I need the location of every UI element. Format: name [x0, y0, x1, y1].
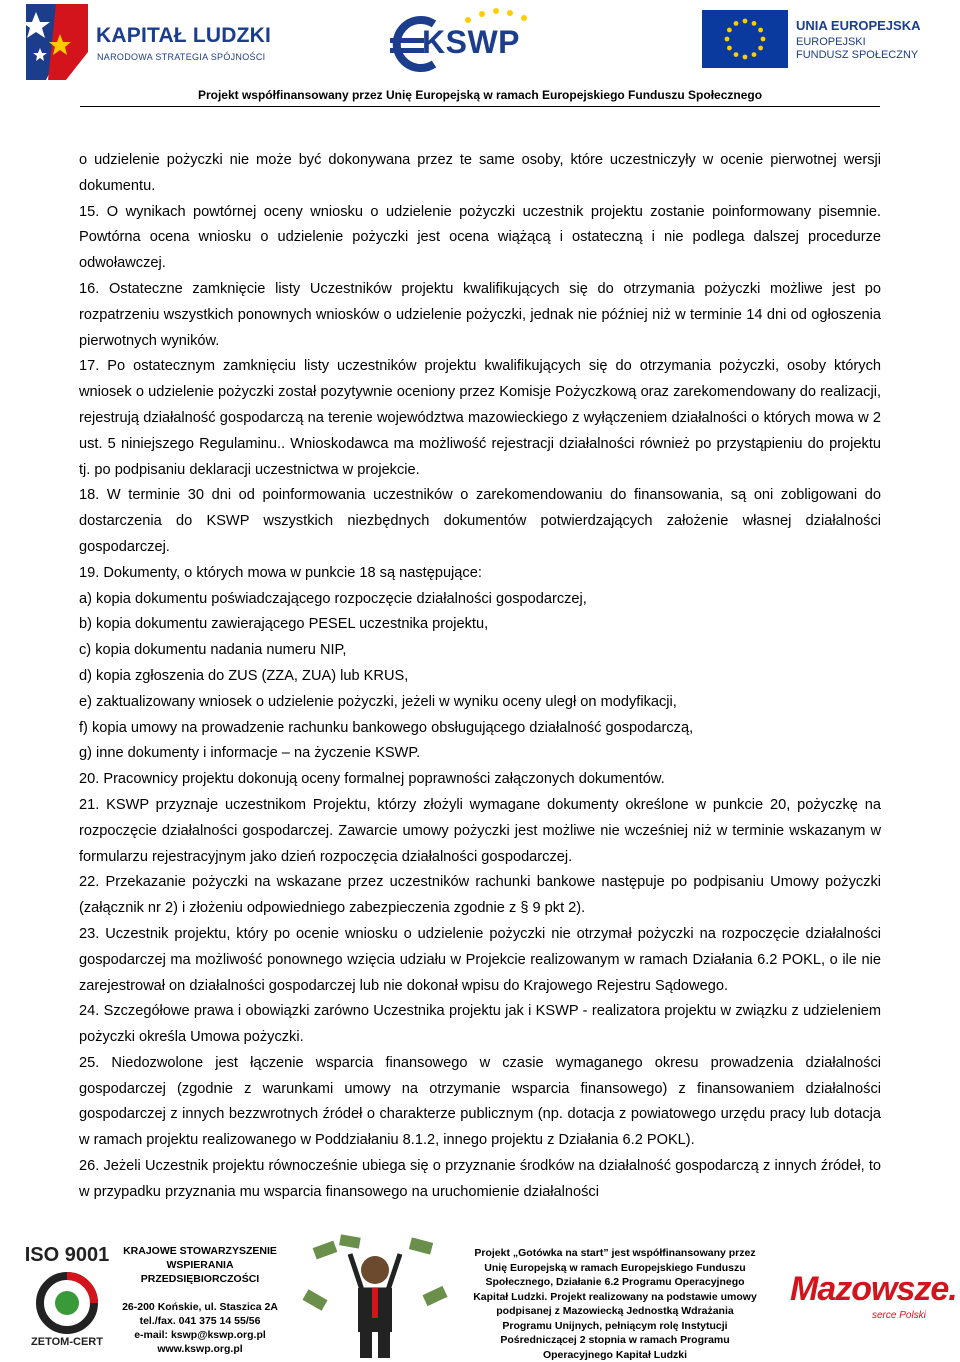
- eu-flag-icon: [702, 10, 788, 68]
- list-item: e) zaktualizowany wniosek o udzielenie pożyczki, jeżeli w wyniku oceny uległ on modyfikacji,: [79, 693, 677, 710]
- project-line: Projekt „Gotówka na start” jest współfinansowany przez: [474, 1247, 756, 1259]
- project-description: [470, 1246, 760, 1362]
- kapital-ludzki-logo: [26, 4, 276, 82]
- list-item: g) inne dokumenty i informacje – na życzenie KSWP.: [79, 745, 421, 762]
- paragraph: 19. Dokumenty, o których mowa w punkcie 18 są następujące:: [79, 564, 482, 581]
- org-phone: tel./fax. 041 375 14 55/56: [139, 1315, 261, 1327]
- paragraph: 25. Niedozwolone jest łączenie wsparcia finansowego w czasie wymaganego okresu prowadzenia działalności gospodarczej (zgodnie z warunkami umowy na otrzymanie wsparcia finansowego) z finansowaniem działalności gospodarczej z innych bezzwrotnych źródeł o charakterze publicznym (np. dotacja z powiatowego urzędu pracy lub dotacja w ramach projektu realizowanego w Poddziałaniu 8.1.2, innego projektu z Działania 6.2 POKL).: [79, 1054, 881, 1149]
- paragraph: 20. Pracownicy projektu dokonują oceny formalnej poprawności załączonych dokumentów.: [79, 771, 665, 788]
- paragraph: 24. Szczegółowe prawa i obowiązki zarówno Uczestnika projektu jak i KSWP - realizatora projektu w związku z udzieleniem pożyczki określa Umowa pożyczki.: [79, 1003, 881, 1046]
- paragraph: 18. W terminie 30 dni od poinformowania uczestników o zarekomendowaniu do finansowania, są oni zobligowani do dostarczenia do KSWP wszystkich niezbędnych dokumentów potwierdzających założenie własnej działalności gospodarczej.: [79, 487, 881, 555]
- kapital-ludzki-subtitle: NARODOWA STRATEGIA SPÓJNOŚCI: [97, 52, 266, 62]
- paragraph: 26. Jeżeli Uczestnik projektu równocześnie ubiega się o przyznanie środków na działalność gospodarczą z innych źródeł, to w przypadku przyznania mu wsparcia finansowego na uruchomienie działalności: [79, 1158, 881, 1200]
- eu-subtitle: [796, 36, 918, 62]
- list-item: f) kopia umowy na prowadzenie rachunku bankowego obsługującego działalność gospodarczą,: [79, 719, 694, 736]
- list-item: d) kopia zgłoszenia do ZUS (ZZA, ZUA) lub KRUS,: [79, 667, 409, 684]
- project-line: Unię Europejską w ramach Europejskiego Funduszu: [484, 1261, 746, 1274]
- spacer: [120, 1286, 280, 1300]
- project-line: Programu Unijnych, pełniącym rolę Instytucji: [502, 1319, 728, 1332]
- kswp-logo: [388, 6, 548, 82]
- paragraph: 17. Po ostatecznym zamknięciu listy uczestników projektu kwalifikujących się do otrzymania pożyczki, osoby których wniosek o udzielenie pożyczki został pozytywnie oceniony przez Komisje Pożyczkową oraz zarekomendowany do realizacji, rejestrują działalność gospodarczą na terenie województwa mazowieckiego z wyłączeniem działalności o których mowa w 2 ust. 5 niniejszego Regulaminu.. Wnioskodawca ma możliwość rejestracji działalności również po przystąpieniu do projektu tj. po podpisaniu deklaracji uczestnictwa w projekcie.: [79, 358, 881, 478]
- iso-subtitle: ZETOM-CERT: [31, 1336, 103, 1348]
- page-footer: [0, 1230, 960, 1362]
- kswp-logo-text: KSWP: [422, 24, 520, 60]
- org-name-line: KRAJOWE STOWARZYSZENIE: [123, 1245, 277, 1257]
- kapital-ludzki-flag-icon: [26, 4, 88, 80]
- list-item: b) kopia dokumentu zawierającego PESEL uczestnika projektu,: [79, 616, 489, 633]
- paragraph: 22. Przekazanie pożyczki na wskazane przez uczestników rachunki bankowe następuje po podpisaniu Umowy pożyczki (załącznik nr 2) i złożeniu odpowiedniego zabezpieczenia zgodnie z § 9 pkt 2).: [79, 874, 881, 917]
- project-line: Społecznego, Działanie 6.2 Programu Operacyjnego: [485, 1276, 745, 1288]
- project-line: podpisanej z Mazowiecką Jednostką Wdrażania: [496, 1305, 734, 1317]
- org-name-line: PRZEDSIĘBIORCZOŚCI: [140, 1273, 260, 1285]
- eu-sub-line-1: EUROPEJSKI: [796, 36, 866, 48]
- header-divider: [80, 106, 880, 107]
- project-line: Operacyjnego Kapitał Ludzki: [542, 1348, 688, 1361]
- list-item: a) kopia dokumentu poświadczającego rozpoczęcie działalności gospodarczej,: [79, 590, 587, 607]
- page-header: [0, 0, 960, 108]
- document-body: [79, 148, 881, 1206]
- mazowsze-logo-text: Mazowsze.: [790, 1270, 957, 1308]
- kapital-ludzki-title: KAPITAŁ LUDZKI: [96, 24, 272, 47]
- paragraph: 23. Uczestnik projektu, który po ocenie wniosku o udzielenie pożyczki nie otrzymał pożyczki na rozpoczęcie działalności gospodarczej ma możliwość ponownego wzięcia udziału w Projekcie realizowanym w ramach Działania 6.2 POKL, o ile nie zarejestrował on działalności gospodarczej lub nie dokonał wpisu do Krajowego Rejestru Sądowego.: [79, 925, 881, 994]
- eu-sub-line-2: FUNDUSZ SPOŁECZNY: [796, 49, 919, 61]
- iso-title: ISO 9001: [24, 1244, 110, 1266]
- project-line: Pośredniczącej 2 stopnia w ramach Programu: [500, 1334, 730, 1346]
- money-man-illustration-icon: [300, 1234, 450, 1360]
- org-address: 26-200 Końskie, ul. Staszica 2A: [122, 1301, 278, 1313]
- iso-certificate-logo: [22, 1244, 112, 1362]
- paragraph: 16. Ostateczne zamknięcie listy Uczestników projektu kwalifikujących się do otrzymania pożyczki możliwe jest po rozpatrzeniu wszystkich ponownych wniosków o udzielenie pożyczki, jednak nie później niż w terminie 14 dni od ogłoszenia pierwotnych wyników.: [79, 280, 881, 349]
- paragraph: 21. KSWP przyznaje uczestnikom Projektu, którzy złożyli wymagane dokumenty określone w punkcie 20, pożyczkę na rozpoczęcie działalności gospodarczej. Zawarcie umowy pożyczki jest możliwe nie wcześniej niż w terminie wskazanym w formularzu rejestracyjnym jako dzień rozpoczęcia działalności gospodarczej.: [79, 796, 881, 865]
- paragraph: 15. O wynikach powtórnej oceny wniosku o udzielenie pożyczki uczestnik projektu zostanie poinformowany pisemnie. Powtórna ocena wniosku o udzielenie pożyczki jest ocena wiążącą i ostateczną i nie podlega dalszej procedurze odwoławczej.: [79, 203, 881, 272]
- paragraph: o udzielenie pożyczki nie może być dokonywana przez te same osoby, które uczestniczyły w ocenie pierwotnej wersji dokumentu.: [79, 152, 881, 194]
- mazowsze-tagline: serce Polski: [872, 1310, 926, 1321]
- org-email: e-mail: kswp@kswp.org.pl: [134, 1329, 266, 1341]
- project-line: Kapitał Ludzki. Projekt realizowany na podstawie umowy: [473, 1290, 757, 1303]
- org-website: www.kswp.org.pl: [157, 1343, 243, 1355]
- org-name-line: WSPIERANIA: [166, 1259, 234, 1271]
- mazowsze-logo: [790, 1270, 957, 1330]
- cofinance-statement: Projekt współfinansowany przez Unię Europejską w ramach Europejskiego Funduszu Społecznego: [197, 88, 763, 102]
- eu-logo: [702, 8, 932, 78]
- eu-title: UNIA EUROPEJSKA: [796, 18, 921, 33]
- certification-ring-icon: [22, 1270, 112, 1336]
- organization-info: [120, 1244, 280, 1356]
- list-item: c) kopia dokumentu nadania numeru NIP,: [79, 642, 347, 659]
